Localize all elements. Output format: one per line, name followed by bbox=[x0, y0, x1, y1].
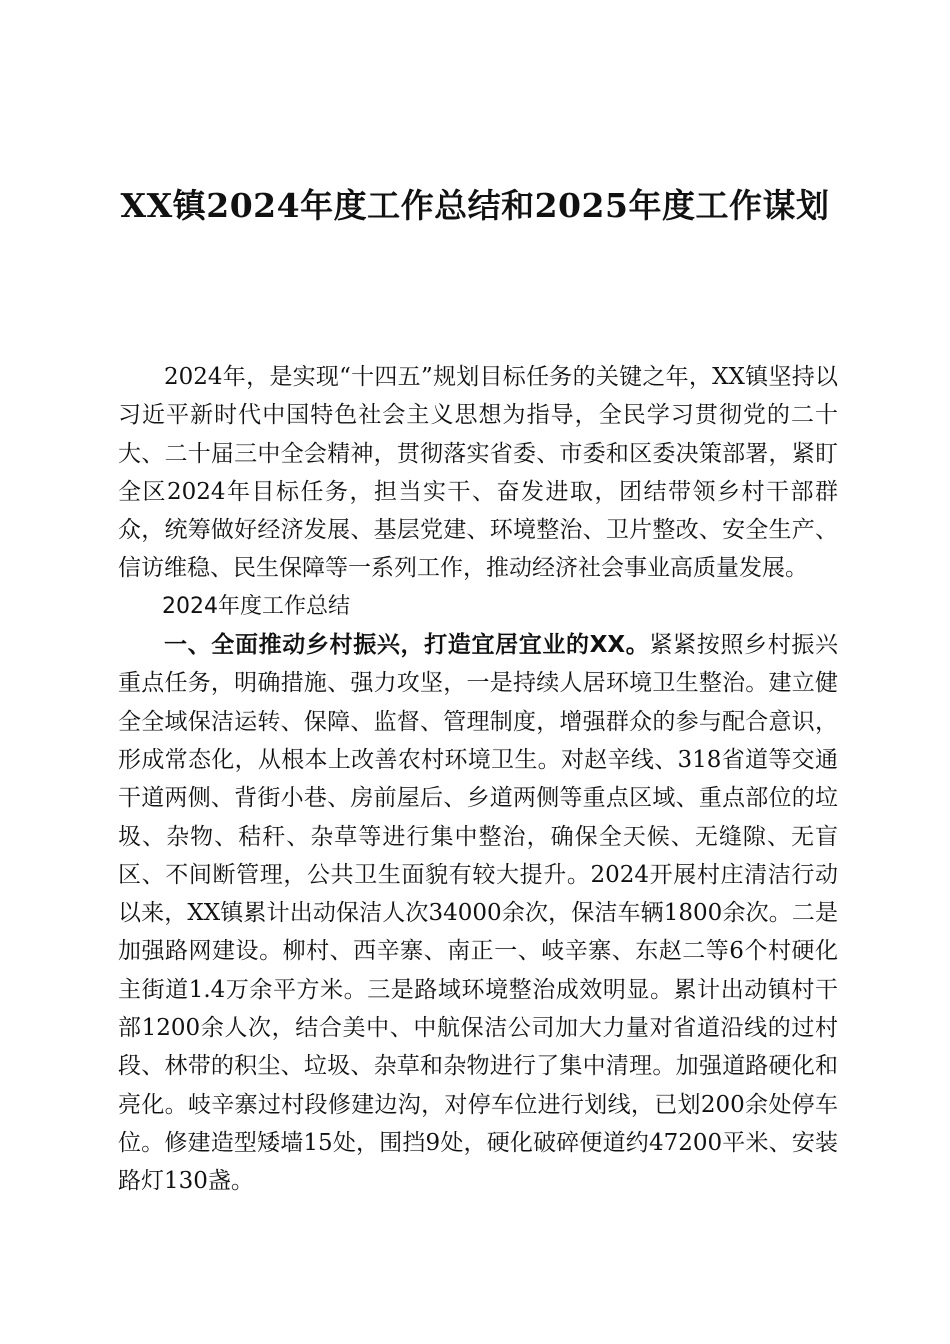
item-1-body: 紧紧按照乡村振兴重点任务，明确措施、强力攻坚，一是持续人居环境卫生整治。建立健全全域保洁运转、保障、监督、管理制度，增强群众的参与配合意识，形成常态化，从根本上改善农村环境卫生。对赵辛线、318省道等交通干道两侧、背街小巷、房前屋后、乡道两侧等重点区域、重点部位的垃圾、杂物、秸秆、杂草等进行集中整治，确保全天候、无缝隙、无盲区、不间断管理，公共卫生面貌有较大提升。2024开展村庄清洁行动以来，XX镇累计出动保洁人次34000余次，保洁车辆1800余次。二是加强路网建设。柳村、西辛寨、南正一、岐辛寨、东赵二等6个村硬化主街道1.4万余平方米。三是路域环境整治成效明显。累计出动镇村干部1200余人次，结合美中、中航保洁公司加大力量对省道沿线的过村段、林带的积尘、垃圾、杂草和杂物进行了集中清理。加强道路硬化和亮化。岐辛寨过村段修建边沟，对停车位进行划线，已划200余处停车位。修建造型矮墙15处，围挡9处，硬化破碎便道约47200平米、安装路灯130盏。 bbox=[118, 632, 838, 1195]
section-heading: 2024年度工作总结 bbox=[162, 593, 350, 619]
intro-paragraph: 2024年，是实现“十四五”规划目标任务的关键之年，XX镇坚持以习近平新时代中国特色社会主义思想为指导，全民学习贯彻党的二十大、二十届三中全会精神，贯彻落实省委、市委和区委决策部署，紧盯全区2024年目标任务，担当实干、奋发进取，团结带领乡村干部群众，统筹做好经济发展、基层党建、环境整治、卫片整改、安全生产、信访维稳、民生保障等一系列工作，推动经济社会事业高质量发展。 bbox=[118, 364, 838, 582]
document-title: XX镇2024年度工作总结和2025年度工作谋划 bbox=[120, 186, 830, 225]
item-1-paragraph bbox=[118, 626, 838, 1200]
item-1-lead: 一、全面推动乡村振兴，打造宜居宜业的XX。 bbox=[164, 632, 650, 659]
document-body bbox=[118, 358, 838, 1201]
